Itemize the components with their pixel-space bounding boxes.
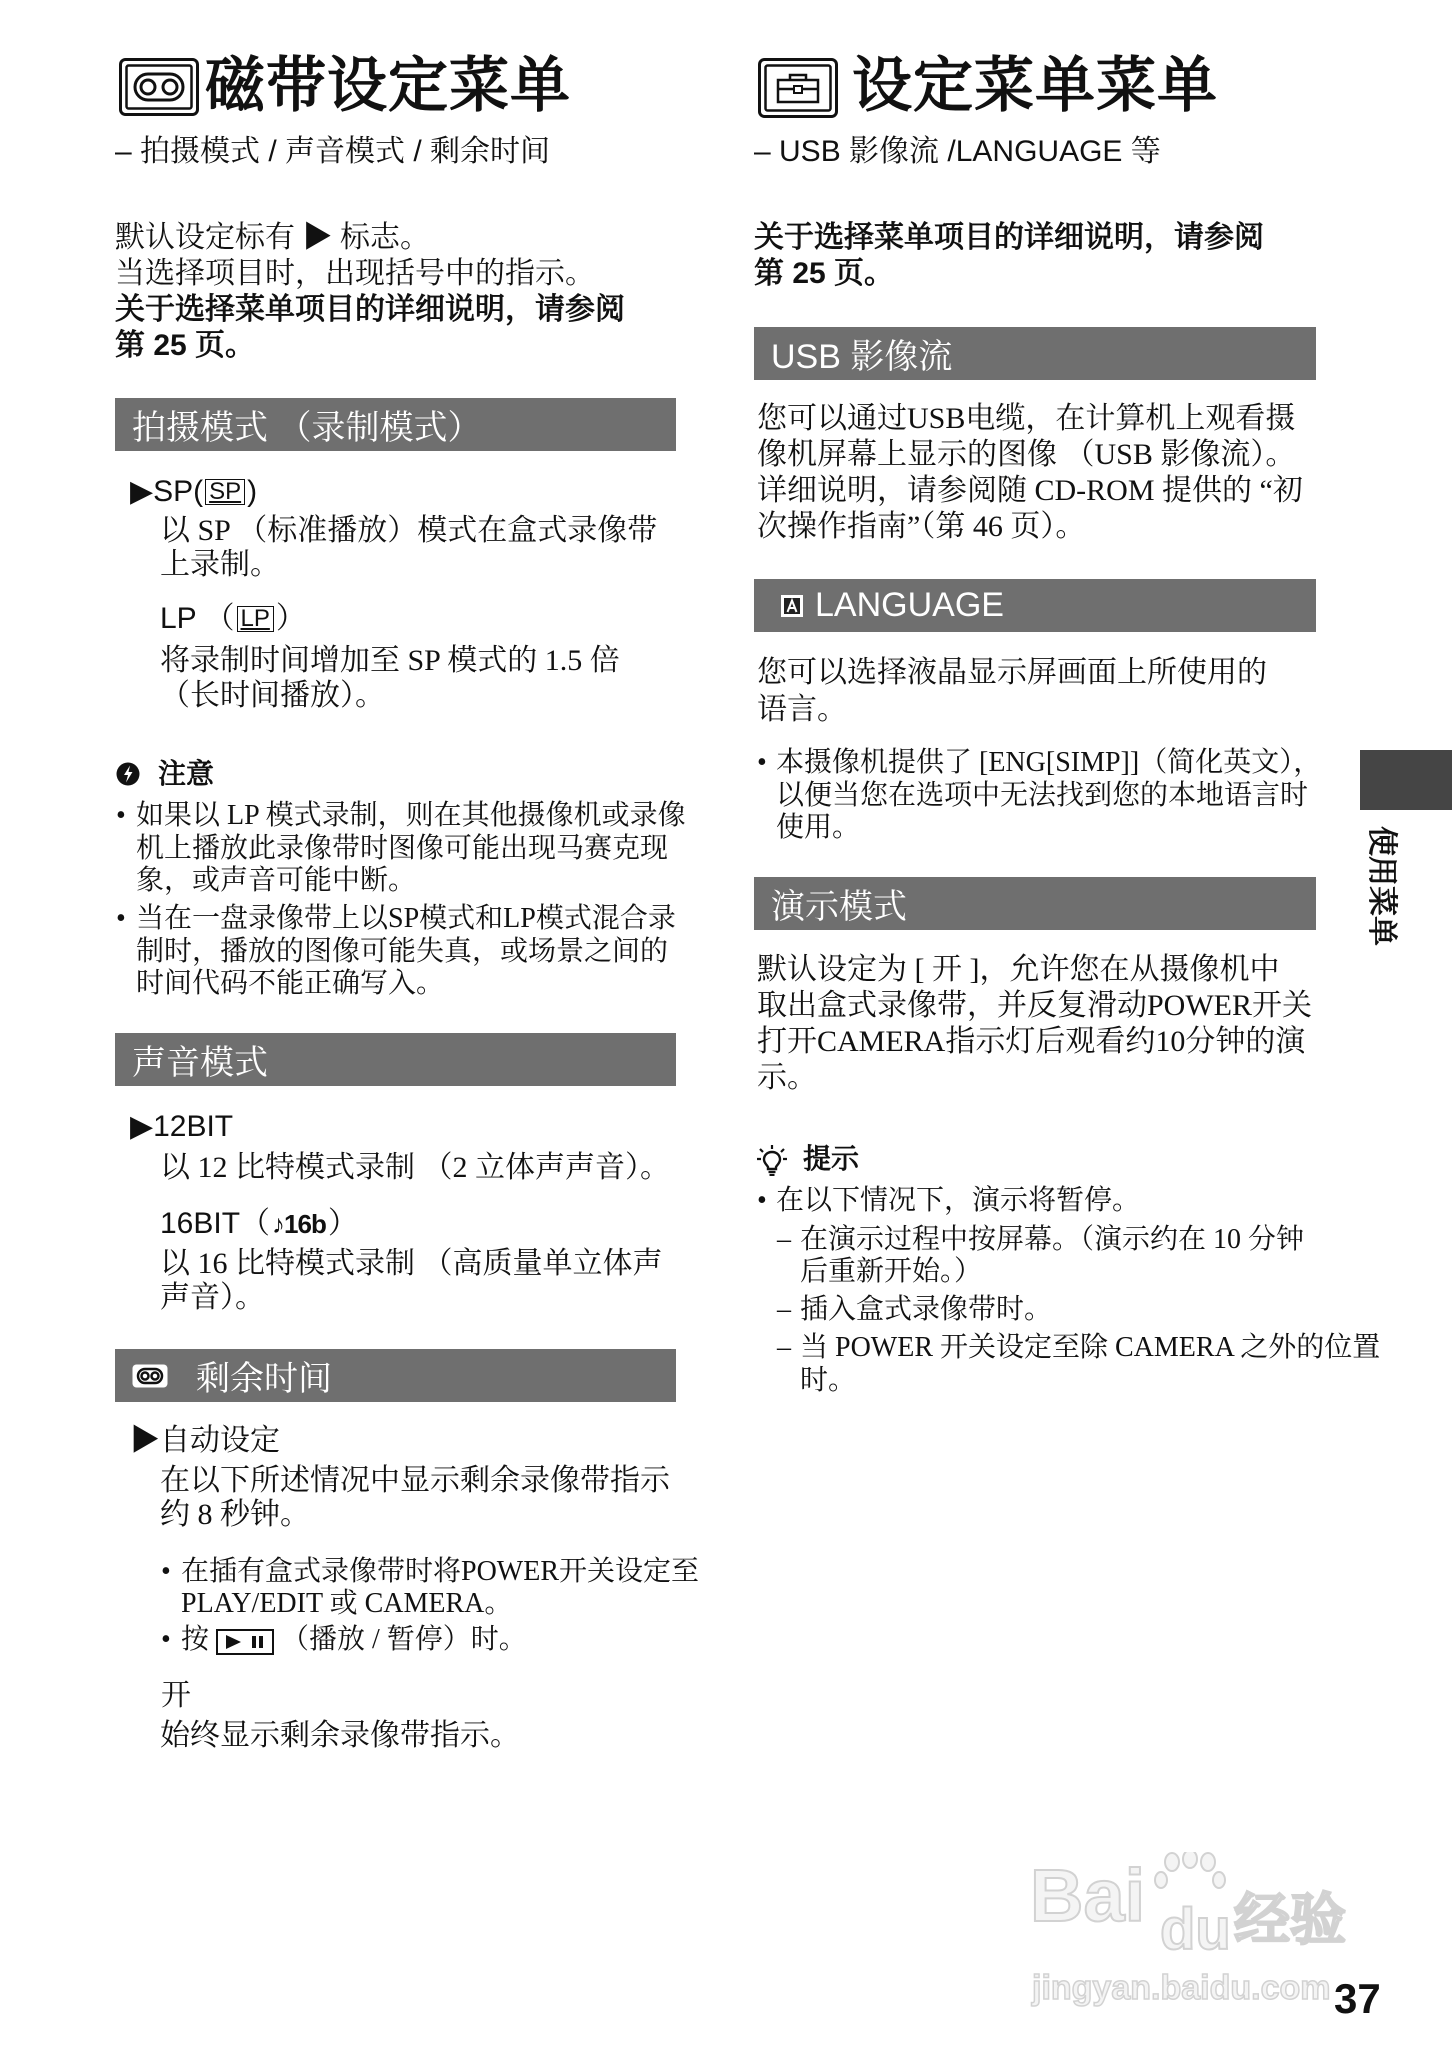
option-16bit-desc [160, 1247, 663, 1315]
option-label: LP （ [160, 602, 235, 635]
note-line: 时间代码不能正确写入。 [136, 968, 445, 999]
watermark-brand-b: du [1160, 1897, 1231, 1962]
option-label: 自动设定 [160, 1424, 280, 1457]
bullet-line: 以便当您在选项中无法找到您的本地语言时 [776, 779, 1309, 811]
subitem-line: 在演示过程中按屏幕。（演示约在 10 分钟 [800, 1224, 1305, 1255]
intro-line: 当选择项目时，出现括号中的指示。 [115, 257, 595, 290]
desc-line: 始终显示剩余录像带指示。 [160, 1719, 520, 1752]
demo-line: 默认设定为 [ 开 ]，允许您在从摄像机中 [757, 953, 1280, 986]
note-item [116, 903, 676, 1001]
option-label: 12BIT [153, 1110, 234, 1143]
section-header-label: 演示模式 [771, 888, 907, 926]
caution-icon [116, 762, 140, 786]
subitem-line: 后重新开始。） [800, 1256, 983, 1287]
side-tab-label: 使用菜单 [1365, 826, 1398, 946]
option-on [161, 1678, 191, 1714]
usb-line: 像机屏幕上显示的图像 （USB 影像流）。 [757, 438, 1296, 471]
desc-line: 在以下所述情况中显示剩余录像带指示 [160, 1464, 670, 1497]
left-subtitle: – 拍摄模式 / 声音模式 / 剩余时间 [115, 135, 551, 168]
usb-line: 次操作指南”（第 46 页）。 [757, 510, 1086, 543]
16bit-badge-icon: ♪16b [272, 1209, 326, 1239]
dash: – [777, 1332, 791, 1363]
note-item-text [136, 800, 686, 898]
tip-subitem-text [800, 1331, 1380, 1397]
section-header-label: USB 影像流 [771, 338, 953, 376]
section-header-label: 剩余时间 [196, 1360, 332, 1398]
desc-line: 约 8 秒钟。 [160, 1498, 310, 1531]
demo-line: 打开CAMERA指示灯后观看约10分钟的演 [757, 1025, 1306, 1058]
section-header-language [754, 579, 1316, 632]
tip-subitem [777, 1224, 1304, 1288]
section-header-label: LANGUAGE [815, 586, 1004, 624]
section-header-remaining [115, 1349, 676, 1402]
bullet: • [161, 1556, 171, 1587]
section-header-label: 拍摄模式 （录制模式） [132, 409, 482, 447]
bullet: • [757, 1185, 767, 1216]
side-tab-marker [1360, 750, 1452, 810]
usb-text [757, 401, 1303, 545]
note-line: 象，或声音可能中断。 [136, 865, 417, 896]
note-title: 注意 [158, 758, 215, 789]
option-auto-desc [160, 1464, 670, 1532]
tape-remaining-icon [132, 1364, 168, 1388]
section-header-rec-mode [115, 398, 676, 451]
bullet-line: 在插有盒式录像带时将POWER开关设定至 [181, 1556, 700, 1587]
auto-bullet [161, 1624, 527, 1656]
left-intro [115, 220, 625, 364]
desc-line: 以 12 比特模式录制 （2 立体声声音）。 [160, 1151, 670, 1184]
desc-line: 以 16 比特模式录制 （高质量单立体声 [160, 1247, 663, 1280]
option-lp [160, 601, 306, 637]
tip-subitem-text [800, 1294, 1052, 1326]
bullet: • [116, 903, 126, 934]
dash: – [777, 1294, 791, 1325]
intro-bold-line: 第 25 页。 [754, 257, 895, 290]
bullet-line: 使用。 [776, 812, 861, 843]
option-label-end: ) [247, 475, 258, 508]
language-bullet-text [776, 747, 1321, 845]
option-label: SP( [153, 475, 204, 508]
bullet: • [161, 1624, 171, 1655]
note-item-text [136, 903, 676, 1001]
page-number: 37 [1334, 1975, 1381, 2022]
bullet-line: PLAY/EDIT 或 CAMERA。 [181, 1588, 513, 1619]
section-header-demo-mode [754, 877, 1316, 930]
section-header-usb-streaming [754, 327, 1316, 380]
subitem-line: 插入盒式录像带时。 [800, 1294, 1053, 1325]
desc-line: （长时间播放）。 [160, 679, 385, 712]
tip-bullet [757, 1185, 1140, 1218]
desc-line: 上录制。 [160, 548, 280, 581]
demo-line: 取出盒式录像带，并反复滑动POWER开关 [757, 989, 1312, 1022]
language-line: 语言。 [757, 693, 847, 726]
section-header-label: 声音模式 [132, 1044, 268, 1082]
watermark-url: jingyan.baidu.com [1032, 1969, 1331, 2007]
option-12bit-desc [160, 1150, 670, 1186]
intro-line: 默认设定标有 ▶ 标志。 [115, 221, 430, 254]
subitem-line: 时。 [800, 1365, 857, 1396]
tip-bullet-text: 在以下情况下，演示将暂停。 [776, 1185, 1141, 1216]
option-auto [130, 1423, 280, 1459]
bullet-text-post: （播放 / 暂停）时。 [281, 1624, 527, 1655]
desc-line: 以 SP （标准播放）模式在盒式录像带 [160, 514, 658, 547]
right-intro [754, 220, 1264, 292]
intro-bold-line: 第 25 页。 [115, 329, 256, 362]
subitem-line: 当 POWER 开关设定至除 CAMERA 之外的位置 [800, 1332, 1381, 1363]
demo-text [757, 952, 1312, 1096]
tip-title: 提示 [803, 1143, 860, 1174]
option-on-desc [160, 1718, 520, 1754]
right-subtitle: – USB 影像流 /LANGUAGE 等 [754, 135, 1161, 168]
watermark-brand-cn: 经验 [1234, 1888, 1346, 1951]
auto-bullet-text [181, 1556, 699, 1620]
bullet-text-pre: 按 [181, 1624, 210, 1655]
usb-line: 详细说明，请参阅随 CD-ROM 提供的 “初 [757, 474, 1303, 507]
section-header-audio-mode [115, 1033, 676, 1086]
lp-badge-icon: LP [237, 606, 274, 632]
option-sp [130, 474, 257, 510]
bullet-line: 本摄像机提供了 [ENG[SIMP]]（简化英文）， [776, 747, 1322, 778]
option-label-end: ） [275, 602, 306, 635]
auto-bullet [161, 1556, 699, 1620]
language-line: 您可以选择液晶显示屏画面上所使用的 [757, 656, 1267, 689]
watermark-brand-a: Bai [1030, 1854, 1146, 1937]
default-marker: ▶ [130, 475, 154, 508]
option-label: 16BIT（ [160, 1207, 271, 1240]
desc-line: 将录制时间增加至 SP 模式的 1.5 倍 [160, 644, 620, 677]
dash: – [777, 1224, 791, 1255]
note-line: 如果以 LP 模式录制，则在其他摄像机或录像 [136, 800, 686, 831]
intro-bold-line: 关于选择菜单项目的详细说明，请参阅 [115, 293, 625, 326]
default-marker: ▶ [130, 1424, 160, 1457]
option-label-end: ） [327, 1207, 358, 1240]
desc-line: 声音）。 [160, 1281, 265, 1314]
option-lp-desc [160, 643, 620, 713]
sp-badge-icon: SP [205, 479, 245, 505]
auto-bullet-text [181, 1624, 527, 1656]
option-12bit [130, 1109, 233, 1145]
tip-subitem [777, 1331, 1380, 1397]
setup-menu-icon [758, 58, 838, 118]
intro-bold-line: 关于选择菜单项目的详细说明，请参阅 [754, 221, 1264, 254]
tape-set-menu-icon [119, 58, 199, 116]
left-page-title: 磁带设定菜单 [205, 52, 571, 119]
demo-line: 示。 [757, 1061, 817, 1094]
option-16bit [160, 1206, 358, 1242]
note-line: 制时，播放的图像可能失真，或场景之间的 [136, 935, 669, 967]
bullet: • [757, 747, 767, 778]
option-label: 开 [161, 1679, 191, 1712]
note-item [116, 800, 686, 898]
language-bullet [757, 747, 1321, 845]
tip-lightbulb-icon [757, 1144, 787, 1176]
language-text [757, 654, 1267, 728]
option-sp-desc [160, 514, 657, 582]
bullet: • [116, 800, 126, 831]
play-pause-button-icon [216, 1629, 274, 1655]
tip-subitem [777, 1294, 1052, 1326]
right-page-title: 设定菜单菜单 [852, 52, 1218, 119]
note-line: 当在一盘录像带上以SP模式和LP模式混合录 [136, 903, 676, 934]
language-icon [781, 595, 803, 617]
tip-subitem-text [800, 1224, 1304, 1288]
note-line: 机上播放此录像带时图像可能出现马赛克现 [136, 832, 669, 864]
default-marker: ▶ [130, 1110, 154, 1143]
usb-line: 您可以通过USB电缆，在计算机上观看摄 [757, 402, 1296, 435]
